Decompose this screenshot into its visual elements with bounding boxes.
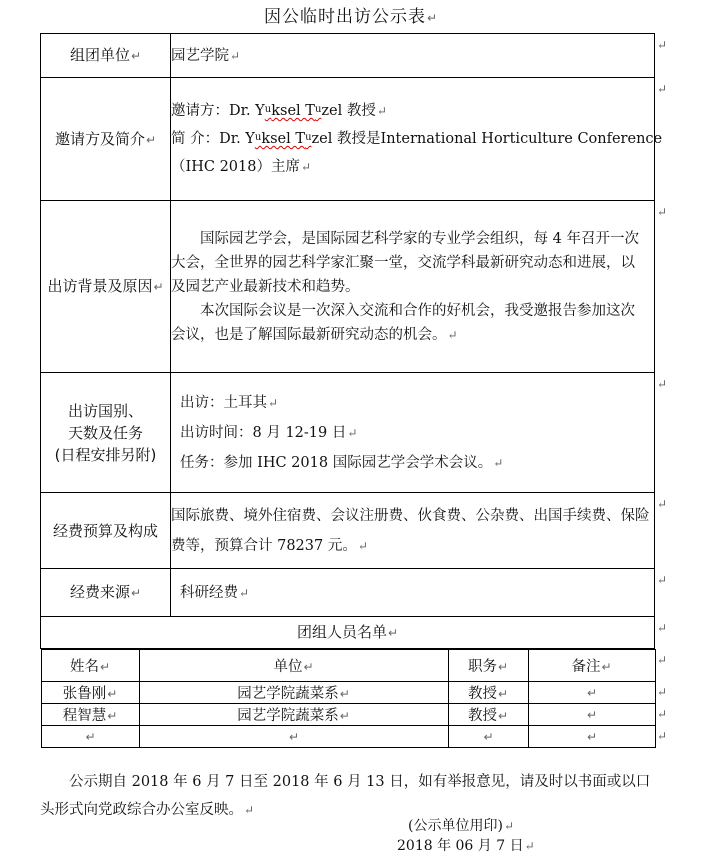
header-note [528,650,655,682]
cell-mark-icon: ↵ [107,709,118,723]
cell-mark-icon: ↵ [497,687,509,701]
header-name-text: 姓名 [69,659,99,675]
row-end-mark-icon: ↵ [657,82,668,96]
table-row [41,726,655,748]
paragraph-mark-icon: ↵ [357,538,368,553]
table-row [41,704,655,726]
paragraph-mark-icon: ↵ [300,160,312,174]
row-end-mark-icon: ↵ [657,685,668,699]
trip-line-2 [180,418,654,448]
trip-label-cell [41,373,171,493]
row-end-mark-icon: ↵ [657,707,668,721]
cell-mark-icon: ↵ [387,626,399,640]
members-title: 团组人员名单 [296,623,387,641]
header-unit-text: 单位 [273,659,303,675]
inviter-line-2 [171,126,663,154]
row-end-mark-icon: ↵ [657,205,668,219]
intro-part: 简 介：Dr. Y [171,131,255,147]
inviter-value-cell [171,78,663,201]
budget-label: 经费预算及构成 [52,521,158,540]
trip-value-cell [171,373,655,493]
members-table [41,649,656,748]
cell-mark-icon: ↵ [497,660,509,674]
trip-label-line: 出访国别、 [67,401,143,420]
background-paragraph-2 [171,299,648,347]
cell-mark-icon: ↵ [288,729,300,744]
source-value: 科研经费 [180,584,238,601]
member-position [448,682,528,704]
spellcheck-word [265,103,322,119]
header-name [41,650,139,682]
cell-mark-icon: ↵ [130,586,142,600]
members-header-row [41,650,655,682]
trip-task: 任务：参加 IHC 2018 国际园艺学会学术会议。 [180,454,493,471]
group-row [41,34,655,78]
background-label-cell [41,201,171,373]
stamp-note [408,815,514,837]
header-position-text: 职务 [467,659,497,675]
source-label-cell [41,569,171,617]
row-end-mark-icon: ↵ [657,729,668,743]
cell-mark-icon: ↵ [230,48,241,63]
page-title [0,2,702,27]
source-value-cell [171,569,655,617]
member-position [448,726,528,748]
stamp-text: (公示单位用印) [408,818,503,834]
notice-paragraph [40,768,660,824]
paragraph-mark-icon: ↵ [493,455,504,470]
umlaut-letter: u [314,104,322,115]
cell-mark-icon: ↵ [339,709,350,723]
member-unit-text: 园艺学院蔬菜系 [237,686,339,702]
inviter-row [41,78,655,201]
row-end-mark-icon: ↵ [657,377,668,391]
inviter-label-cell [41,78,171,201]
trip-row [41,373,655,493]
spellcheck-word [255,131,312,147]
intro-part: ksel T [261,131,306,147]
cell-mark-icon: ↵ [483,729,494,744]
umlaut-letter: u [264,104,272,115]
page-title-text: 因公临时出访公示表 [263,7,426,27]
members-title-row [41,617,655,649]
background-label: 出访背景及原因 [47,277,153,295]
cell-mark-icon: ↵ [303,660,314,674]
trip-label-line: (日程安排另附) [54,445,157,464]
source-row [41,569,655,617]
cell-mark-icon: ↵ [99,660,111,674]
member-name-text: 张鲁刚 [62,686,107,702]
destination: 出访：土耳其 [180,394,267,411]
inviter-label: 邀请方及简介 [54,129,145,148]
paragraph-mark-icon: ↵ [503,819,514,833]
trip-label-line: 天数及任务 [67,423,143,442]
group-label: 组团单位 [69,46,130,64]
cell-mark-icon: ↵ [145,132,157,147]
cell-mark-icon: ↵ [586,685,598,700]
cell-mark-icon: ↵ [601,660,612,674]
trip-dates: 出访时间：8 月 12-19 日 [180,424,347,441]
inviter-name-part: zel 教授 [321,103,376,119]
inviter-name-part: ksel T [271,103,315,119]
paragraph-mark-icon: ↵ [347,425,358,440]
signature-date [397,835,535,857]
paragraph-mark-icon: ↵ [244,803,255,817]
row-end-mark-icon: ↵ [657,497,668,511]
header-position [448,650,528,682]
member-position-text: 教授 [467,708,497,724]
disclosure-table [40,33,663,748]
paragraph-mark-icon: ↵ [447,327,458,342]
umlaut-letter: u [305,132,312,143]
trip-line-3 [180,448,654,478]
budget-value: 国际旅费、境外住宿费、会议注册费、伙食费、公杂费、出国手续费、保险费等，预算合计 78237 元。 [171,507,650,554]
cell-mark-icon: ↵ [130,49,142,63]
member-unit-text: 园艺学院蔬菜系 [237,708,339,724]
cell-mark-icon: ↵ [107,687,118,701]
row-end-mark-icon: ↵ [657,653,668,667]
cell-mark-icon: ↵ [586,729,598,744]
inviter-line-1 [171,98,654,126]
header-unit [139,650,448,682]
cell-mark-icon: ↵ [85,729,96,744]
member-note [528,726,655,748]
cell-mark-icon: ↵ [339,687,350,701]
member-name [41,682,139,704]
intro-part: （IHC 2018）主席 [171,159,300,175]
budget-label-cell [41,493,171,569]
group-value-cell [171,34,655,78]
group-label-cell [41,34,171,78]
member-note [528,682,655,704]
cell-mark-icon: ↵ [497,709,509,723]
members-title-cell [41,617,655,649]
members-subtable-row [41,649,655,749]
member-note [528,704,655,726]
member-unit [139,726,448,748]
member-unit [139,704,448,726]
background-text-1: 国际园艺学会，是国际园艺科学家的专业学会组织，每 4 年召开一次大会，全世界的园艺科学家汇聚一堂，交流学科最新研究动态和进展，以及园艺产业最新技术和趋势。 [171,230,639,295]
paragraph-mark-icon: ↵ [376,104,387,118]
member-position-text: 教授 [467,686,497,702]
paragraph-mark-icon: ↵ [524,839,535,853]
trip-line-1 [180,388,654,418]
notice-text: 公示期自 2018 年 6 月 7 日至 2018 年 6 月 13 日，如有举报意见，请及时以书面或以口头形式向党政综合办公室反映。 [40,774,651,818]
member-name [41,704,139,726]
table-row [41,682,655,704]
member-name [41,726,139,748]
budget-value-cell [171,493,655,569]
cell-mark-icon: ↵ [586,707,598,722]
paragraph-mark-icon: ↵ [268,395,279,410]
budget-row [41,493,655,569]
date-text: 2018 年 06 月 7 日 [397,838,524,854]
background-text-2: 本次国际会议是一次深入交流和合作的好机会，我受邀报告参加这次会议，也是了解国际最新研究动态的机会。 [171,302,635,343]
background-value-cell [171,201,655,373]
umlaut-letter: u [254,132,262,143]
background-row [41,201,655,373]
group-value: 园艺学院 [171,47,229,64]
member-name-text: 程智慧 [62,708,107,724]
row-end-mark-icon: ↵ [657,621,668,635]
cell-mark-icon: ↵ [153,280,164,294]
members-subtable-cell [41,649,655,749]
row-end-mark-icon: ↵ [657,38,668,52]
inviter-line-3 [171,154,654,180]
paragraph-mark-icon: ↵ [426,11,439,25]
row-end-mark-icon: ↵ [657,573,668,587]
member-position [448,704,528,726]
background-paragraph-1 [171,227,648,299]
paragraph-mark-icon: ↵ [239,585,250,600]
header-note-text: 备注 [571,659,601,675]
inviter-name-part: 邀请方：Dr. Y [171,103,265,119]
intro-part: zel 教授是International Horticulture Conference [311,131,663,147]
source-label: 经费来源 [69,583,130,601]
member-unit [139,682,448,704]
